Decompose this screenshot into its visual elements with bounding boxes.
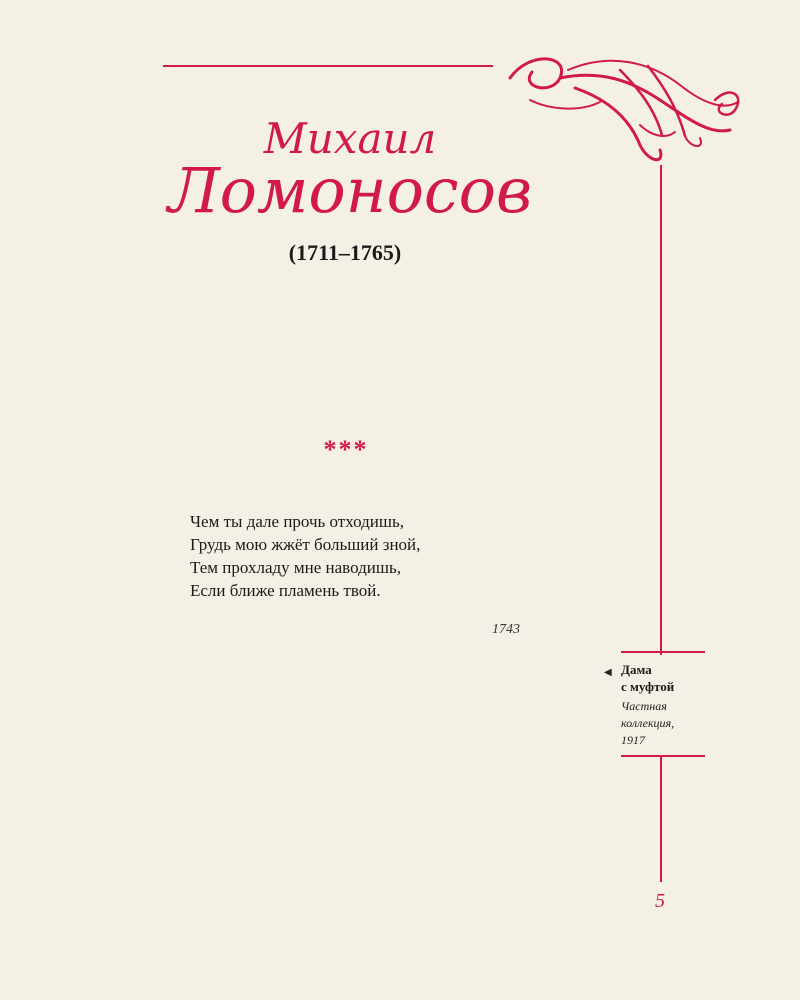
caption-title-line: с муфтой bbox=[621, 679, 675, 694]
caption-source-line: коллекция, bbox=[621, 716, 675, 730]
author-last-name: Ломоносов bbox=[167, 154, 533, 227]
author-first-name: Михаил bbox=[263, 114, 437, 163]
caption-source-line: 1917 bbox=[621, 733, 645, 747]
caption-rule-top bbox=[621, 651, 705, 653]
caption-source bbox=[621, 698, 716, 749]
poem-line: Тем прохладу мне наводишь, bbox=[190, 558, 401, 577]
poem-line: Грудь мою жжёт больший зной, bbox=[190, 535, 421, 554]
poem-line: Если ближе пламень твой. bbox=[190, 581, 381, 600]
caption-rule-bottom bbox=[621, 755, 705, 757]
poem-date: 1743 bbox=[492, 622, 520, 637]
caption-source-line: Частная bbox=[621, 699, 667, 713]
caption-title-line: Дама bbox=[621, 662, 652, 677]
caption-title bbox=[621, 661, 716, 695]
poem-separator: *** bbox=[323, 435, 369, 464]
poem-text bbox=[190, 510, 550, 602]
top-decorative-rule bbox=[163, 65, 493, 67]
author-years: (1711–1765) bbox=[288, 240, 402, 265]
triangle-left-icon: ◀ bbox=[604, 667, 612, 678]
page-number: 5 bbox=[655, 890, 665, 912]
vertical-rule-lower bbox=[660, 757, 662, 882]
poem-line: Чем ты дале прочь отходишь, bbox=[190, 512, 404, 531]
vertical-rule-upper bbox=[660, 165, 662, 655]
flourish-ornament-icon bbox=[490, 40, 750, 170]
